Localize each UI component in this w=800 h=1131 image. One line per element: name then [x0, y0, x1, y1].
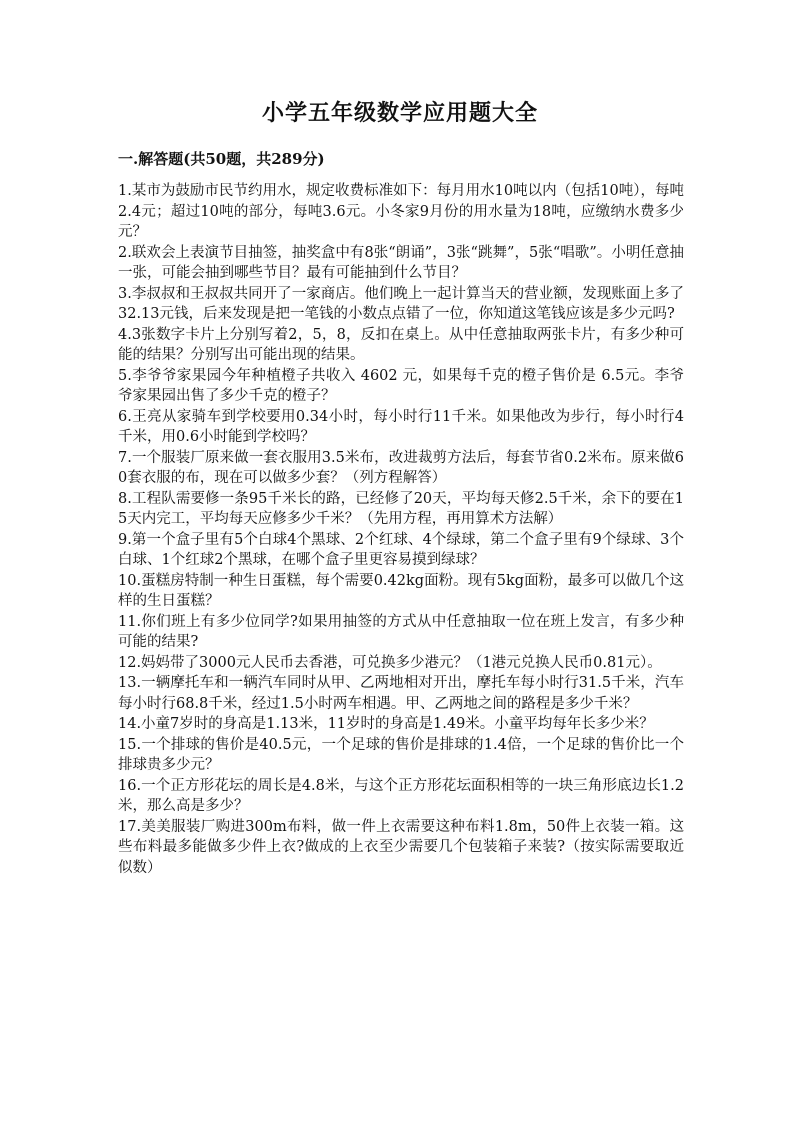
- question-item: [118, 653, 684, 674]
- section-heading: 一.解答题(共50题，共289分): [118, 150, 325, 168]
- question-item: [118, 407, 684, 448]
- question-text: 2.联欢会上表演节目抽签，抽奖盒中有8张“朗诵”，3张“跳舞”，5张“唱歌”。小明任意抽一张，可能会抽到哪些节目？最有可能抽到什么节目？: [118, 244, 684, 281]
- question-text: 13.一辆摩托车和一辆汽车同时从甲、乙两地相对开出，摩托车每小时行31.5千米，汽车每小时行68.8千米，经过1.5小时两车相遇。甲、乙两地之间的路程是多少千米？: [118, 675, 684, 712]
- question-item: [118, 612, 684, 653]
- question-item: [118, 489, 684, 530]
- question-text: 17.美美服装厂购进300m布料，做一件上衣需要这种布料1.8m，50件上衣装一箱。这些布料最多能做多少件上衣?做成的上衣至少需要几个包装箱子来装?（按实际需要取近似数）: [118, 818, 684, 876]
- question-item: [118, 181, 684, 243]
- question-item: [118, 530, 684, 571]
- question-text: 6.王亮从家骑车到学校要用0.34小时，每小时行11千米。如果他改为步行，每小时行4千米，用0.6小时能到学校吗？: [118, 408, 684, 445]
- question-text: 3.李叔叔和王叔叔共同开了一家商店。他们晚上一起计算当天的营业额，发现账面上多了32.13元钱，后来发现是把一笔钱的小数点点错了一位，你知道这笔钱应该是多少元吗?: [118, 285, 684, 322]
- question-item: [118, 735, 684, 776]
- question-item: [118, 571, 684, 612]
- question-item: [118, 366, 684, 407]
- question-text: 7.一个服装厂原来做一套衣服用3.5米布，改进裁剪方法后，每套节省0.2米布。原来做60套衣服的布，现在可以做多少套？（列方程解答）: [118, 449, 684, 486]
- question-list: [118, 181, 684, 878]
- question-text: 1.某市为鼓励市民节约用水，规定收费标准如下：每月用水10吨以内（包括10吨），每吨2.4元；超过10吨的部分，每吨3.6元。小冬家9月份的用水量为18吨，应缴纳水费多少元？: [118, 183, 684, 240]
- question-text: 14.小童7岁时的身高是1.13米，11岁时的身高是1.49米。小童平均每年长多少米？: [118, 716, 654, 732]
- question-text: 8.工程队需要修一条95千米长的路，已经修了20天，平均每天修2.5千米，余下的要在15天内完工，平均每天应修多少千米？（先用方程，再用算术方法解）: [118, 490, 684, 527]
- question-item: [118, 817, 684, 879]
- question-text: 9.第一个盒子里有5个白球4个黑球、2个红球、4个绿球，第二个盒子里有9个绿球、3个白球、1个红球2个黑球，在哪个盒子里更容易摸到绿球？: [118, 531, 684, 568]
- question-text: 15.一个排球的售价是40.5元，一个足球的售价是排球的1.4倍，一个足球的售价比一个排球贵多少元？: [118, 736, 684, 773]
- question-text: 5.李爷爷家果园今年种植橙子共收入 4602 元，如果每千克的橙子售价是 6.5元。李爷爷家果园出售了多少千克的橙子？: [118, 367, 684, 404]
- question-item: [118, 284, 684, 325]
- question-item: [118, 325, 684, 366]
- question-item: [118, 714, 684, 735]
- question-text: 4.3张数字卡片上分别写着2，5，8，反扣在桌上。从中任意抽取两张卡片，有多少种可能的结果？分别写出可能出现的结果。: [118, 326, 684, 363]
- question-text: 11.你们班上有多少位同学?如果用抽签的方式从中任意抽取一位在班上发言，有多少种可能的结果?: [118, 613, 684, 650]
- question-item: [118, 776, 684, 817]
- question-text: 16.一个正方形花坛的周长是4.8米，与这个正方形花坛面积相等的一块三角形底边长1.2米，那么高是多少？: [118, 777, 684, 814]
- question-item: [118, 448, 684, 489]
- question-text: 12.妈妈带了3000元人民币去香港，可兑换多少港元？（1港元兑换人民币0.81元）。: [118, 654, 662, 671]
- question-item: [118, 673, 684, 714]
- page-title: 小学五年级数学应用题大全: [261, 100, 538, 126]
- question-item: [118, 243, 684, 284]
- question-text: 10.蛋糕房特制一种生日蛋糕，每个需要0.42kg面粉。现有5kg面粉，最多可以做几个这样的生日蛋糕？: [118, 572, 684, 609]
